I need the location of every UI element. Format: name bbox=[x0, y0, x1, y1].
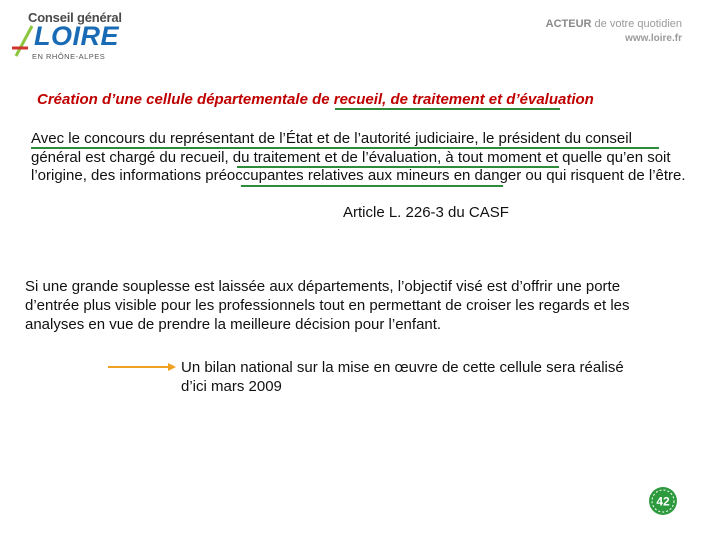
article-reference: Article L. 226-3 du CASF bbox=[343, 204, 509, 221]
header-tagline bbox=[546, 18, 682, 44]
page-number-badge bbox=[648, 486, 678, 516]
highlight-underline bbox=[241, 185, 503, 187]
highlight-underline bbox=[237, 166, 559, 168]
paragraph-law-text: Avec le concours du représentant de l’État et de l’autorité judiciaire, le président du conseil général est chargé du recueil, du traitement et de l’évaluation, à tout moment et quelle qu’en soit l’origine, des informations préoccupantes relatives aux mineurs en danger ou qui risquent de l’être. bbox=[31, 130, 686, 184]
paragraph-objective: Si une grande souplesse est laissée aux départements, l’objectif visé est d’offrir une porte d’entrée plus visible pour les professionnels tout en permettant de croiser les regards et les analyses en vue de prendre la meilleure décision pour l’enfant. bbox=[25, 278, 630, 333]
website-link[interactable]: www.loire.fr bbox=[625, 33, 682, 44]
conseil-general-loire-logo[interactable] bbox=[12, 8, 142, 66]
arrow-right-icon bbox=[108, 362, 178, 372]
logo-brand: LOIRE bbox=[34, 21, 120, 51]
tagline-rest: de votre quotidien bbox=[591, 18, 682, 30]
slide-title: Création d’une cellule départementale de recueil, de traitement et d’évaluation bbox=[37, 91, 594, 108]
highlight-underline bbox=[31, 147, 659, 149]
tagline-strong: ACTEUR bbox=[545, 18, 592, 30]
logo-title: Conseil général bbox=[28, 10, 122, 25]
header-band bbox=[0, 0, 720, 74]
tagline-text bbox=[546, 18, 682, 30]
conclusion-text: Un bilan national sur la mise en œuvre de cette cellule sera réalisé d’ici mars 2009 bbox=[181, 359, 624, 395]
page-number: 42 bbox=[656, 494, 670, 509]
title-underline bbox=[335, 108, 560, 110]
logo-subtitle: EN RHÔNE-ALPES bbox=[32, 52, 106, 61]
